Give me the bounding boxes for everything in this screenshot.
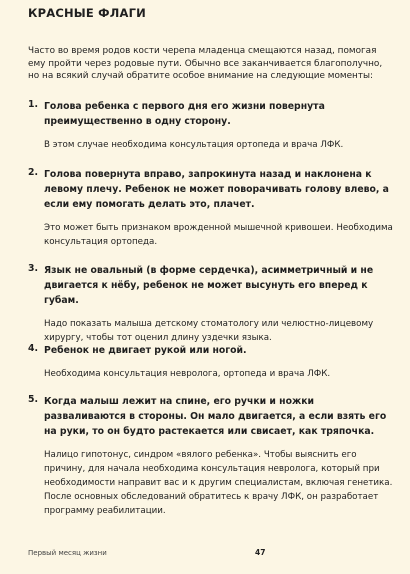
item-note: Необходима консультация невролога, ортопеда и врача ЛФК.: [44, 369, 331, 379]
item-note: Налицо гипотонус, синдром «вялого ребенка». Чтобы выяснить его причину, для начала необходима консультация невролога, который при необходимости направит вас и к другим специалистам, включая генетика. После основных обследований обратитесь к врачу ЛФК, он разработает программу реабилитации.: [44, 450, 393, 516]
red-flag-item-2: [28, 167, 394, 249]
red-flag-item-4: [28, 343, 394, 381]
item-number: 2.: [28, 167, 39, 178]
red-flag-item-1: [28, 99, 394, 152]
intro-paragraph: Часто во время родов кости черепа младенца смещаются назад, помогая ему пройти через родовые пути. Обычно все заканчивается благополучно, но на всякий случай обратите особое внимание на следующие моменты:: [28, 46, 383, 82]
item-number: 1.: [28, 99, 39, 110]
item-note: Надо показать малыша детскому стоматологу или челюстно-лицевому хирургу, чтобы тот оценил длину уздечки языка.: [44, 319, 374, 343]
page-title: КРАСНЫЕ ФЛАГИ: [28, 6, 146, 20]
item-number: 5.: [28, 394, 39, 405]
item-heading: Ребенок не двигает рукой или ногой.: [44, 345, 247, 356]
red-flag-item-3: [28, 263, 394, 345]
item-number: 3.: [28, 263, 39, 274]
item-number: 4.: [28, 343, 39, 354]
item-note: В этом случае необходима консультация ортопеда и врача ЛФК.: [44, 140, 344, 150]
item-heading: Голова повернута вправо, запрокинута назад и наклонена к левому плечу. Ребенок не может поворачивать голову влево, а если ему помогать делать это, плачет.: [44, 169, 389, 210]
footer-book-title: Первый месяц жизни: [28, 549, 107, 557]
item-note: Это может быть признаком врожденной мышечной кривошеи. Необходима консультация ортопеда.: [44, 223, 393, 247]
item-heading: Язык не овальный (в форме сердечка), асимметричный и не двигается к нёбу, ребенок не может высунуть его вперед к губам.: [44, 265, 374, 306]
page-number: 47: [255, 548, 266, 557]
item-heading: Когда малыш лежит на спине, его ручки и ножки разваливаются в стороны. Он мало двигается, а если взять его на руки, то он будто растекается или свисает, как тряпочка.: [44, 396, 387, 437]
item-heading: Голова ребенка с первого дня его жизни повернута преимущественно в одну сторону.: [44, 101, 325, 127]
red-flag-item-5: [28, 394, 394, 518]
